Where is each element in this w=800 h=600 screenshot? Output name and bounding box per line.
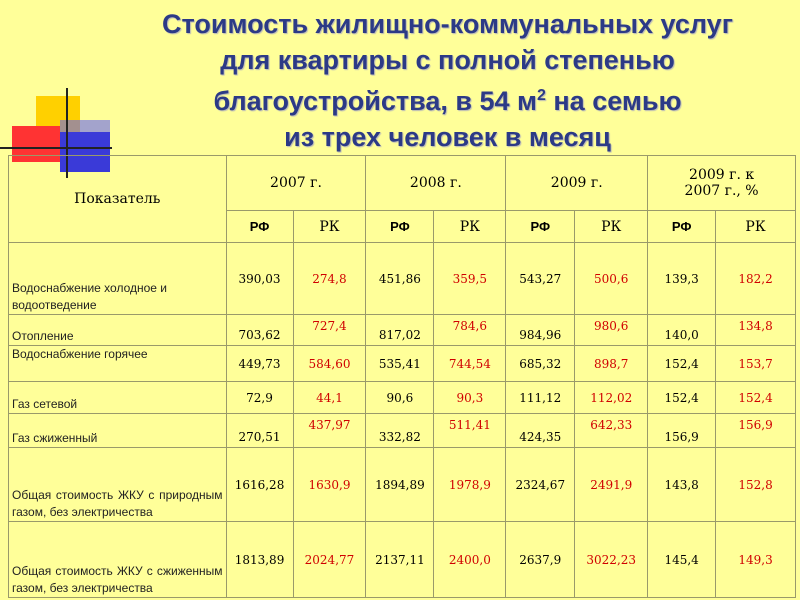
value-cell: 500,6	[575, 243, 648, 315]
value-cell: 111,12	[506, 382, 575, 414]
value-cell: 152,4	[648, 382, 716, 414]
sub-header-rf: РФ	[366, 211, 434, 243]
value-cell: 642,33	[575, 414, 648, 448]
table-row	[9, 522, 796, 598]
value-cell: 437,97	[293, 414, 366, 448]
year-header-2007: 2007 г.	[226, 156, 366, 211]
row-label: Водоснабжение холодное и водоотведение	[9, 243, 227, 315]
cost-table	[8, 155, 796, 598]
sub-header-rf: РФ	[648, 211, 716, 243]
value-cell: 90,6	[366, 382, 434, 414]
value-cell: 980,6	[575, 315, 648, 346]
value-cell: 2637,9	[506, 522, 575, 598]
value-cell: 685,32	[506, 346, 575, 382]
value-cell: 44,1	[293, 382, 366, 414]
ratio-header-line-2: 2007 г., %	[684, 183, 759, 199]
value-cell: 744,54	[434, 346, 506, 382]
value-cell: 3022,23	[575, 522, 648, 598]
value-cell: 152,8	[716, 448, 796, 522]
ratio-header-line-1: 2009 г. к	[689, 167, 755, 183]
sub-header-rf: РФ	[506, 211, 575, 243]
value-cell: 1630,9	[293, 448, 366, 522]
value-cell: 784,6	[434, 315, 506, 346]
title-line-3	[95, 78, 800, 119]
value-cell: 1616,28	[226, 448, 293, 522]
value-cell: 1813,89	[226, 522, 293, 598]
value-cell: 72,9	[226, 382, 293, 414]
sub-header-rk: РК	[716, 211, 796, 243]
value-cell: 817,02	[366, 315, 434, 346]
row-label: Водоснабжение горячее	[9, 346, 227, 382]
row-label: Газ сетевой	[9, 382, 227, 414]
sub-header-rk: РК	[575, 211, 648, 243]
value-cell: 143,8	[648, 448, 716, 522]
value-cell: 390,03	[226, 243, 293, 315]
value-cell: 2137,11	[366, 522, 434, 598]
table-row	[9, 243, 796, 315]
indicator-header: Показатель	[9, 156, 227, 243]
row-label: Общая стоимость ЖКУ с природным газом, без электричества	[9, 448, 227, 522]
value-cell: 727,4	[293, 315, 366, 346]
value-cell: 2324,67	[506, 448, 575, 522]
value-cell: 134,8	[716, 315, 796, 346]
value-cell: 182,2	[716, 243, 796, 315]
value-cell: 270,51	[226, 414, 293, 448]
title-superscript: 2	[536, 87, 546, 104]
value-cell: 449,73	[226, 346, 293, 382]
value-cell: 584,60	[293, 346, 366, 382]
value-cell: 511,41	[434, 414, 506, 448]
sub-header-rf: РФ	[226, 211, 293, 243]
value-cell: 535,41	[366, 346, 434, 382]
value-cell: 112,02	[575, 382, 648, 414]
value-cell: 424,35	[506, 414, 575, 448]
year-header-2008: 2008 г.	[366, 156, 506, 211]
row-label: Общая стоимость ЖКУ с сжиженным газом, без электричества	[9, 522, 227, 598]
year-header-2009: 2009 г.	[506, 156, 648, 211]
value-cell: 153,7	[716, 346, 796, 382]
value-cell: 984,96	[506, 315, 575, 346]
value-cell: 145,4	[648, 522, 716, 598]
value-cell: 2024,77	[293, 522, 366, 598]
value-cell: 140,0	[648, 315, 716, 346]
table-row	[9, 414, 796, 448]
value-cell: 2491,9	[575, 448, 648, 522]
title-line-3-end: на семью	[545, 86, 682, 116]
row-label: Отопление	[9, 315, 227, 346]
value-cell: 1894,89	[366, 448, 434, 522]
value-cell: 898,7	[575, 346, 648, 382]
sub-header-rk: РК	[434, 211, 506, 243]
value-cell: 274,8	[293, 243, 366, 315]
title-line-3-text: благоустройства, в 54 м	[213, 86, 537, 116]
value-cell: 152,4	[648, 346, 716, 382]
title-line-4: из трех человек в месяц	[284, 122, 611, 152]
title-line-1: Стоимость жилищно-коммунальных услуг	[162, 9, 733, 39]
ratio-header	[648, 156, 796, 211]
value-cell: 2400,0	[434, 522, 506, 598]
table-row	[9, 382, 796, 414]
slide-title	[95, 6, 800, 155]
sub-header-rk: РК	[293, 211, 366, 243]
table-row	[9, 346, 796, 382]
value-cell: 139,3	[648, 243, 716, 315]
value-cell: 703,62	[226, 315, 293, 346]
value-cell: 149,3	[716, 522, 796, 598]
table-row	[9, 315, 796, 346]
value-cell: 156,9	[716, 414, 796, 448]
value-cell: 152,4	[716, 382, 796, 414]
value-cell: 156,9	[648, 414, 716, 448]
row-label: Газ сжиженный	[9, 414, 227, 448]
table-row	[9, 448, 796, 522]
value-cell: 543,27	[506, 243, 575, 315]
value-cell: 90,3	[434, 382, 506, 414]
value-cell: 1978,9	[434, 448, 506, 522]
value-cell: 359,5	[434, 243, 506, 315]
value-cell: 332,82	[366, 414, 434, 448]
title-line-2: для квартиры с полной степенью	[220, 45, 675, 75]
value-cell: 451,86	[366, 243, 434, 315]
